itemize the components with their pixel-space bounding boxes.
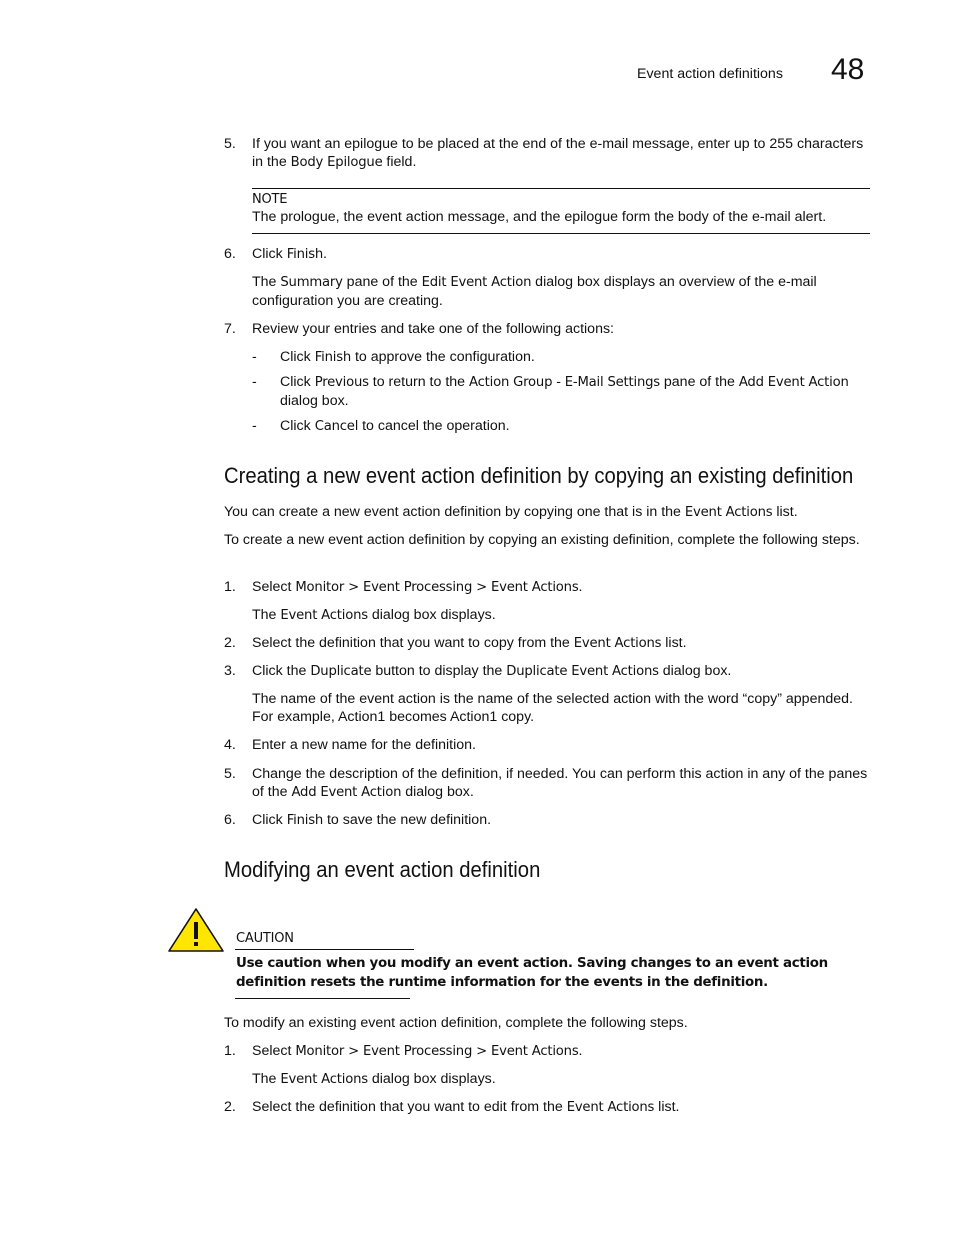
step-number: 3. — [224, 663, 236, 679]
note-top-rule — [252, 188, 870, 189]
step-number: 1. — [224, 1043, 236, 1059]
section-heading-copy-definition: Creating a new event action definition by copying an existing definition — [224, 463, 854, 488]
step-number: 1. — [224, 579, 236, 595]
step-text: Click Finish to save the new definition. — [252, 812, 492, 828]
bullet-text: Click Previous to return to the Action Group - E-Mail Settings pane of the Add Event Action dialog box. — [280, 374, 849, 409]
step-text: Select the definition that you want to edit from the Event Actions list. — [252, 1099, 680, 1115]
step-paragraph: The Event Actions dialog box displays. — [252, 1071, 496, 1087]
step-text: Enter a new name for the definition. — [252, 737, 476, 753]
step-number: 7. — [224, 321, 236, 337]
bullet-text: Click Cancel to cancel the operation. — [280, 418, 510, 434]
step-paragraph: The Summary pane of the Edit Event Action dialog box displays an overview of the e-mail configuration you are creating. — [252, 274, 817, 309]
caution-text: Use caution when you modify an event action. Saving changes to an event action definition resets the runtime information for the events in the definition. — [236, 956, 828, 990]
chapter-number: 48 — [831, 53, 865, 86]
note-bottom-rule — [252, 233, 870, 234]
step-text: If you want an epilogue to be placed at the end of the e-mail message, enter up to 255 characters in the Body Epilogue field. — [252, 136, 864, 170]
paragraph: You can create a new event action definition by copying one that is in the Event Actions list. — [224, 504, 798, 520]
note-text: The prologue, the event action message, and the epilogue form the body of the e-mail alert. — [252, 209, 827, 225]
step-paragraph: The name of the event action is the name of the selected action with the word “copy” appended. For example, Action1 becomes Action1 copy. — [252, 691, 853, 725]
step-paragraph: The Event Actions dialog box displays. — [252, 607, 496, 623]
bullet-text: Click Finish to approve the configuration. — [280, 349, 535, 365]
step-number: 6. — [224, 812, 236, 828]
step-number: 6. — [224, 246, 236, 262]
step-text: Select the definition that you want to copy from the Event Actions list. — [252, 635, 687, 651]
paragraph: To modify an existing event action definition, complete the following steps. — [224, 1015, 688, 1031]
caution-bottom-rule — [235, 998, 410, 999]
bullet-dash: - — [252, 374, 257, 390]
step-text: Click the Duplicate button to display the Duplicate Event Actions dialog box. — [252, 663, 732, 679]
section-heading-modify-definition: Modifying an event action definition — [224, 857, 541, 882]
step-text: Click Finish. — [252, 246, 327, 262]
step-number: 5. — [224, 136, 236, 152]
step-number: 4. — [224, 737, 236, 753]
note-label: NOTE — [252, 192, 288, 207]
step-number: 2. — [224, 635, 236, 651]
paragraph: To create a new event action definition by copying an existing definition, complete the following steps. — [224, 532, 860, 548]
running-header-title: Event action definitions — [637, 66, 783, 82]
step-number: 2. — [224, 1099, 236, 1115]
bullet-dash: - — [252, 349, 257, 365]
warning-triangle-icon — [167, 907, 225, 953]
step-text: Select Monitor > Event Processing > Event Actions. — [252, 1043, 583, 1059]
bullet-dash: - — [252, 418, 257, 434]
step-text: Review your entries and take one of the following actions: — [252, 321, 614, 337]
step-text: Change the description of the definition, if needed. You can perform this action in any of the panes of the Add Event Action dialog box. — [252, 766, 868, 800]
step-number: 5. — [224, 766, 236, 782]
caution-top-rule — [235, 949, 414, 950]
caution-label: CAUTION — [236, 931, 294, 946]
step-text: Select Monitor > Event Processing > Event Actions. — [252, 579, 583, 595]
